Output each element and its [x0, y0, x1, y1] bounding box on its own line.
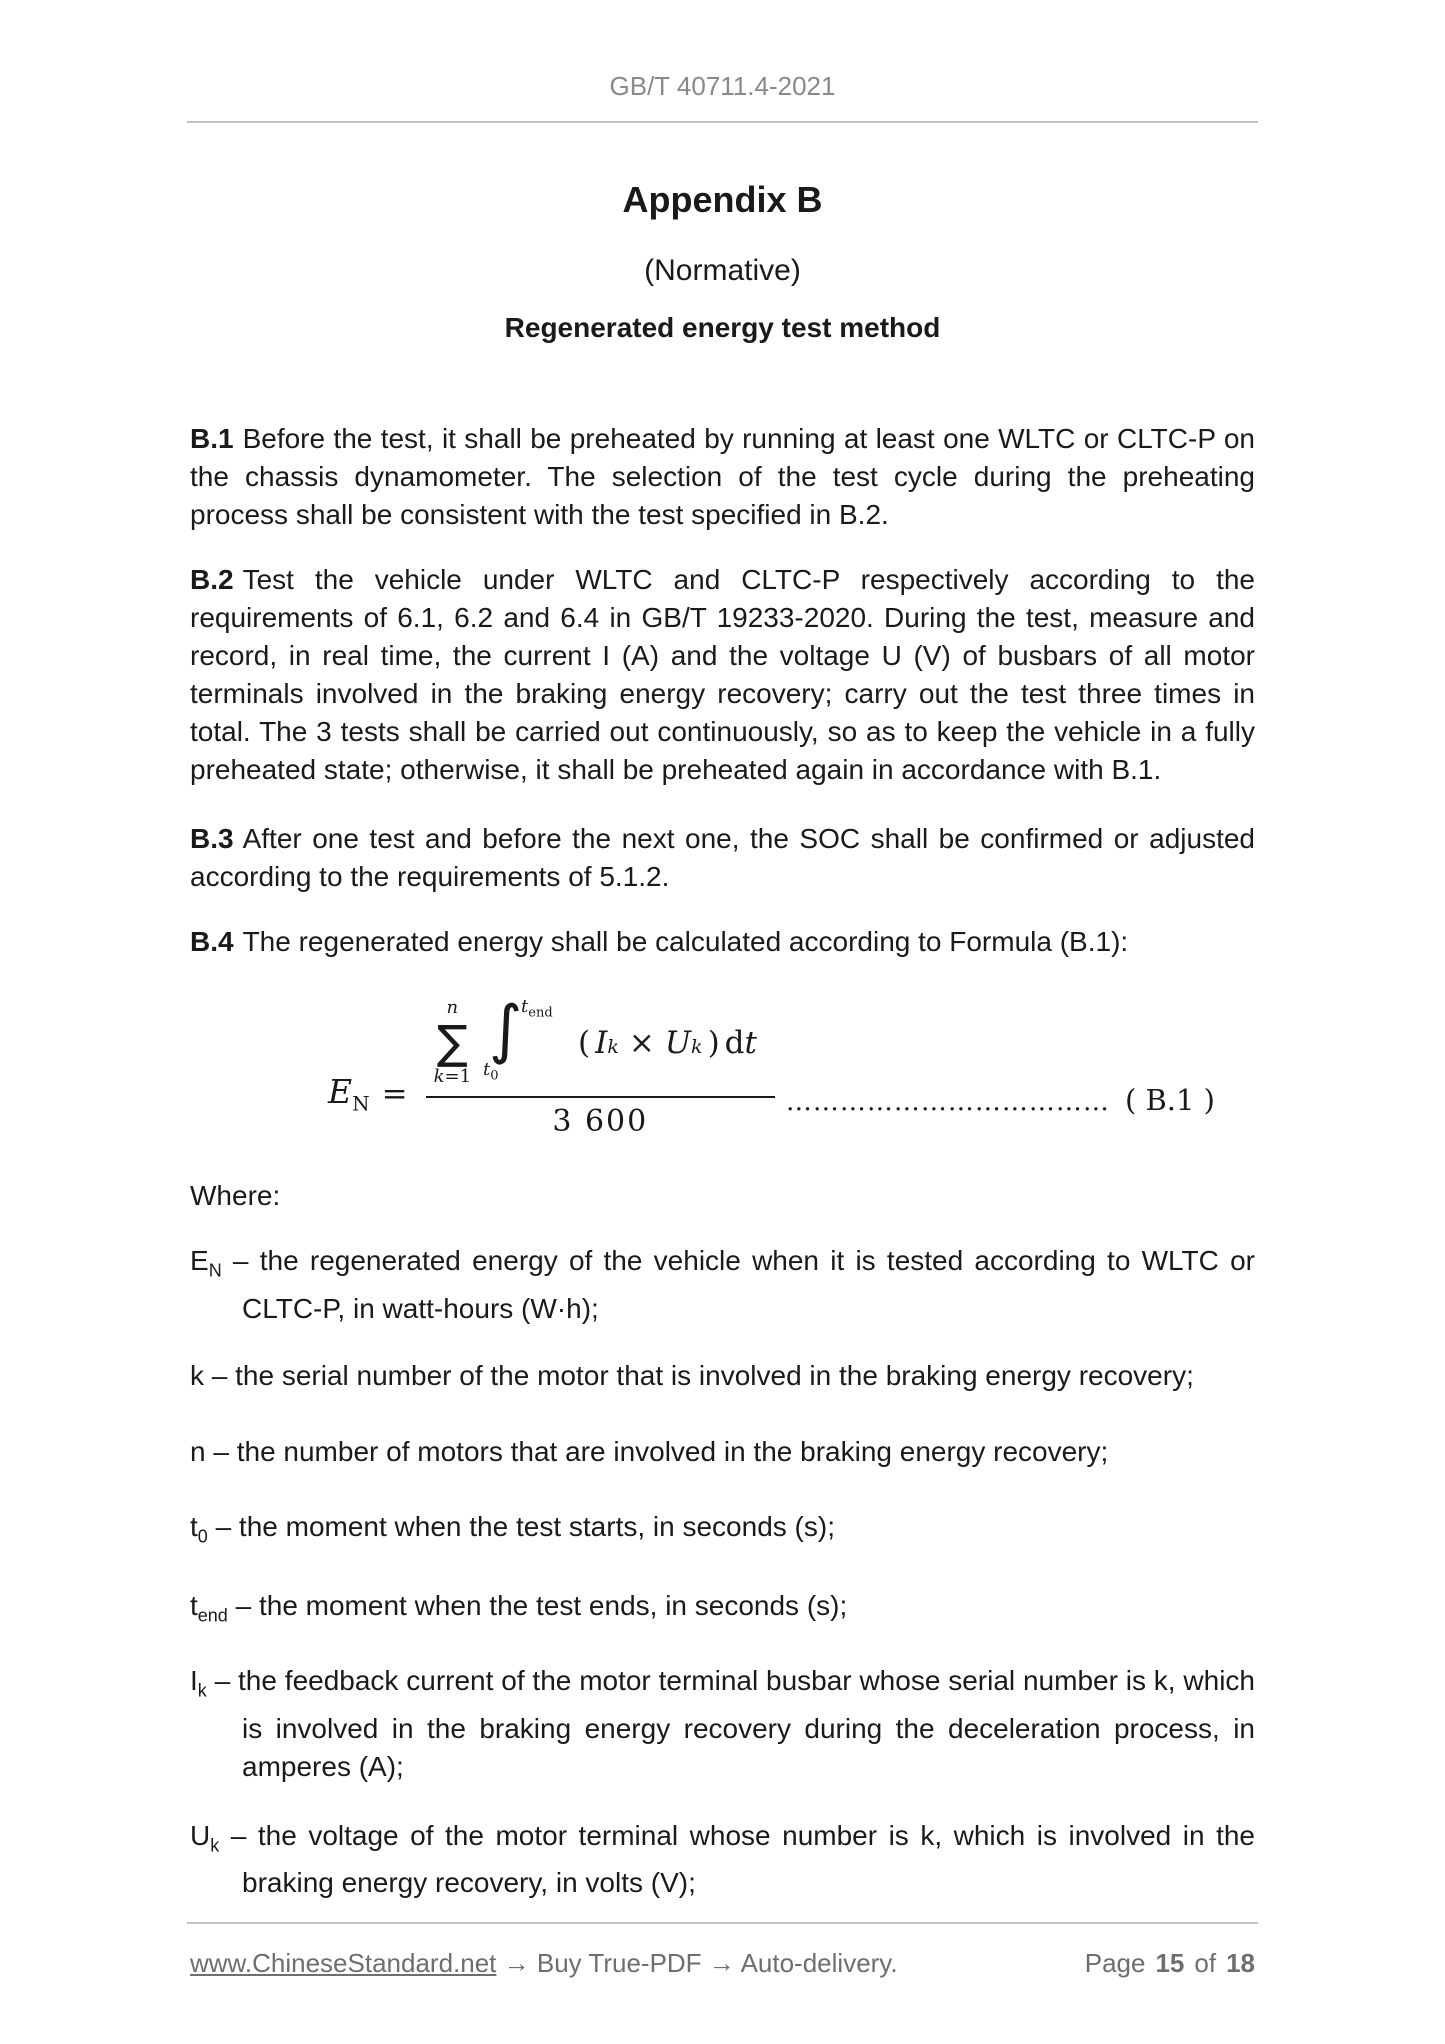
sum-lower-rest: =1 [444, 1066, 472, 1087]
definition-en-term [190, 1245, 222, 1281]
definition-ik [190, 1662, 1255, 1786]
integral-lower-base: t [483, 1058, 491, 1080]
paragraph-b4 [190, 923, 1255, 961]
term-base: n [190, 1436, 206, 1468]
definition-k-term [190, 1360, 204, 1391]
page-footer [0, 1946, 1445, 1980]
paragraph-b3-text: After one test and before the next one, the SOC shall be confirmed or adjusted according to the requirements of 5.1.2. [190, 823, 1255, 892]
integrand [573, 1025, 757, 1061]
paragraph-b1-text: Before the test, it shall be preheated by running at least one WLTC or CLTC-P on the chassis dynamometer. The selection of the test cycle during the preheating process shall be consistent with the test specified in B.2. [190, 423, 1255, 530]
formula-leader [786, 1083, 1215, 1117]
term-base: E [190, 1245, 209, 1276]
definition-ik-term [190, 1664, 207, 1701]
integral-symbol [477, 992, 573, 1084]
definition-t0-term [190, 1510, 208, 1547]
formula-lhs-base: E [328, 1072, 353, 1112]
sigma-icon: ∑ [436, 1015, 468, 1069]
sum-lower-var: k [433, 1066, 445, 1087]
paragraph-b3-label: B.3 [190, 823, 234, 854]
page-number [1075, 1946, 1255, 1980]
definition-ik-desc: – the feedback current of the motor terminal busbar whose serial number is k, which is involved in the braking energy recovery during the deceleration process, in amperes (A); [214, 1664, 1256, 1782]
formula-lhs-sub: N [352, 1091, 370, 1116]
term-base: I [190, 1664, 198, 1696]
of-label: of [1194, 1948, 1217, 1979]
integral-upper-limit [521, 996, 553, 1021]
open-paren: ( [578, 1024, 591, 1061]
formula-b1 [190, 992, 1255, 1139]
term-base: t [190, 1510, 198, 1542]
footer-tagline: → Buy True-PDF → Auto-delivery. [496, 1948, 898, 1979]
fraction-numerator [426, 992, 775, 1098]
appendix-title: Appendix B [622, 179, 823, 220]
equals-sign: = [381, 1076, 408, 1112]
differential-d: d [724, 1024, 745, 1061]
definition-en-desc: – the regenerated energy of the vehicle when it is tested according to WLTC or CLTC-P, in watt-hours (W·h); [232, 1245, 1256, 1324]
page-label: Page [1084, 1948, 1146, 1979]
paragraph-b2-label: B.2 [190, 564, 234, 595]
definition-tend [190, 1587, 1255, 1635]
integral-upper-base: t [521, 995, 529, 1017]
doc-number: GB/T 40711.4-2021 [609, 71, 836, 101]
normative-label: (Normative) [644, 254, 801, 287]
formula-lhs [328, 1072, 370, 1116]
formula-fraction [426, 992, 775, 1139]
definition-uk-desc: – the voltage of the motor terminal whose number is k, which is involved in the braking energy recovery, in volts (V); [230, 1819, 1255, 1899]
header-rule [187, 121, 1258, 123]
paragraph-b1 [190, 420, 1255, 534]
term-sub: 0 [197, 1526, 208, 1547]
definition-uk [190, 1817, 1255, 1903]
definition-uk-term [190, 1819, 220, 1856]
paragraph-b4-text: The regenerated energy shall be calculated according to Formula (B.1): [242, 926, 1129, 957]
definition-n [190, 1433, 1255, 1481]
section-subtitle: Regenerated energy test method [504, 312, 941, 343]
definition-tend-term [190, 1590, 228, 1626]
page-content [0, 420, 1445, 1902]
definition-n-term [190, 1436, 206, 1467]
footer-rule [187, 1922, 1258, 1924]
current-symbol: I [595, 1024, 608, 1061]
footer-source [190, 1946, 898, 1980]
term-base: k [190, 1359, 204, 1391]
where-label: Where: [190, 1180, 281, 1211]
definition-k-desc: – the serial number of the motor that is involved in the braking energy recovery; [211, 1359, 1194, 1391]
page-current: 15 [1155, 1948, 1185, 1979]
page-total: 18 [1226, 1948, 1255, 1979]
times-sign: × [628, 1024, 655, 1061]
integral-lower-limit [483, 1059, 499, 1084]
term-sub: k [197, 1680, 207, 1701]
integral-lower-sub: 0 [490, 1068, 499, 1084]
fraction-denominator: 3 600 [552, 1104, 649, 1139]
paragraph-b2 [190, 561, 1255, 789]
differential-t: t [744, 1024, 757, 1061]
paragraph-b1-label: B.1 [190, 423, 234, 454]
formula-number: ( B.1 ) [1124, 1083, 1215, 1117]
definition-n-desc: – the number of motors that are involved in the braking energy recovery; [213, 1436, 1109, 1468]
definition-k [190, 1357, 1255, 1405]
term-sub: k [210, 1835, 220, 1856]
term-base: U [190, 1819, 211, 1851]
paragraph-b4-label: B.4 [190, 926, 234, 957]
term-base: t [190, 1590, 198, 1622]
leader-dots: ……………………………… [785, 1087, 1110, 1117]
paragraph-b3 [190, 820, 1255, 896]
sum-lower-limit [434, 1068, 471, 1086]
definition-en [190, 1242, 1255, 1328]
summation-symbol [434, 999, 471, 1086]
current-sub: k [607, 1035, 619, 1058]
term-sub: end [197, 1605, 228, 1626]
sum-upper-limit: n [446, 997, 459, 1018]
term-sub: N [208, 1260, 222, 1281]
voltage-symbol: U [664, 1024, 692, 1061]
definition-t0 [190, 1508, 1255, 1556]
voltage-sub: k [691, 1035, 703, 1058]
close-paren: ) [707, 1024, 720, 1061]
integral-icon: ∫ [489, 992, 523, 1067]
definition-t0-desc: – the moment when the test starts, in seconds (s); [215, 1510, 835, 1542]
paragraph-b2-text: Test the vehicle under WLTC and CLTC-P respectively according to the requirements of 6.1, 6.2 and 6.4 in GB/T 19233-2020. During the test, measure and record, in real time, the current I (A) and the voltage U (V) of busbars of all motor terminals involved in the braking energy recovery; carry out the test three times in total. The 3 tests shall be carried out continuously, so as to keep the vehicle in a fully preheated state; otherwise, it shall be preheated again in accordance with B.1. [190, 564, 1255, 785]
footer-website-link[interactable]: www.ChineseStandard.net [190, 1948, 497, 1979]
integral-upper-sub: end [528, 1005, 553, 1021]
definition-tend-desc: – the moment when the test ends, in seconds (s); [235, 1590, 848, 1622]
